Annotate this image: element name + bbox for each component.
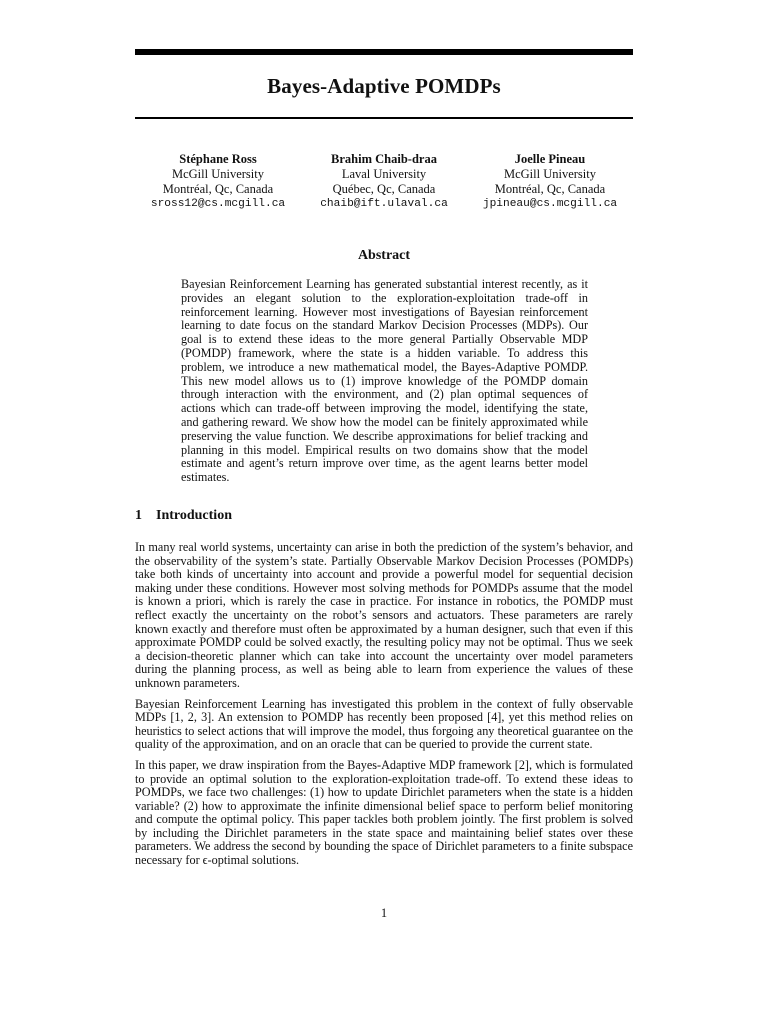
- body-text: [135, 541, 633, 875]
- author-location: Montréal, Qc, Canada: [494, 182, 606, 196]
- author-affiliation: McGill University: [171, 167, 264, 181]
- author-3: [467, 152, 633, 212]
- paragraph: In this paper, we draw inspiration from the Bayes-Adaptive MDP framework [2], which is formulated to provide an optimal solution to the exploration-exploitation trade-off. To extend these ideas to POMDPs, we face two challenges: (1) how to update Dirichlet parameters when the state is a hidden variable? (2) how to approximate the infinite dimensional belief space to perform belief monitoring and compute the optimal policy. This paper tackles both problem jointly. The first problem is solved by including the Dirichlet parameters in the state space and maintaining belief states over these parameters. We address the second by bounding the space of Dirichlet parameters to a finite subspace necessary for ϵ-optimal solutions.: [135, 757, 633, 868]
- top-rule: [135, 49, 633, 55]
- author-name: Stéphane Ross: [179, 152, 257, 166]
- paragraph: Bayesian Reinforcement Learning has investigated this problem in the context of fully observable MDPs [1, 2, 3]. An extension to POMDP has recently been proposed [4], yet this method relies on heuristics to select actions that will improve the model, thus forgoing any theoretical guarantee on the quality of the approximation, and on an oracle that can be queried to provide the current state.: [135, 696, 633, 752]
- author-1: [135, 152, 301, 212]
- abstract-heading: Abstract: [357, 248, 411, 263]
- section-heading: [135, 508, 232, 524]
- author-email: chaib@ift.ulaval.ca: [320, 198, 448, 210]
- abstract-text: Bayesian Reinforcement Learning has generated substantial interest recently, as it provides an elegant solution to the exploration-exploitation trade-off in reinforcement learning. However most investigations of Bayesian reinforcement learning to date focus on the standard Markov Decision Processes (MDPs). Our goal is to extend these ideas to the more general Partially Observable MDP (POMDP) framework, where the state is a hidden variable. To address this problem, we introduce a new mathematical model, the Bayes-Adaptive POMDP. This new model allows us to (1) improve knowledge of the POMDP domain through interaction with the environment, and (2) plan optimal sequences of actions which can trade-off between improving the model, identifying the state, and gathering reward. We show how the model can be finitely approximated while preserving the value function. We describe approximations for belief tracking and planning in this model. Empirical results on two domains show that the model estimate and agent’s return improve over time, as the agent learns better model estimates.: [181, 277, 588, 485]
- page-number: 1: [380, 906, 388, 920]
- section-title: Introduction: [156, 508, 232, 523]
- author-affiliation: McGill University: [503, 167, 596, 181]
- title-rule: [135, 117, 633, 119]
- author-email: jpineau@cs.mcgill.ca: [482, 198, 618, 210]
- author-name: Brahim Chaib-draa: [331, 152, 437, 166]
- author-affiliation: Laval University: [341, 167, 427, 181]
- author-location: Québec, Qc, Canada: [332, 182, 436, 196]
- author-2: [301, 152, 467, 212]
- author-location: Montréal, Qc, Canada: [162, 182, 274, 196]
- author-name: Joelle Pineau: [514, 152, 586, 166]
- paper-title: Bayes-Adaptive POMDPs: [267, 74, 501, 98]
- paragraph: In many real world systems, uncertainty can arise in both the prediction of the system’s behavior, and the observability of the system’s state. Partially Observable Markov Decision Processes (POMDPs) take both kinds of uncertainty into account and provide a powerful model for sequential decision making under these conditions. However most solving methods for POMDPs assume that the model is known a priori, which is rarely the case in practice. For instance in robotics, the POMDP must reflect exactly the uncertainty on the robot’s sensors and actuators. These parameters are rarely known exactly and therefore must often be approximated by a human designer, such that even if this approximate POMDP could be solved exactly, the resulting policy may not be optimal. Thus we seek a decision-theoretic planner which can take into account the uncertainty over model parameters during the planning process, as well as being able to learn from experience the values of these unknown parameters.: [135, 540, 633, 690]
- author-block: [135, 152, 633, 212]
- section-number: 1: [135, 508, 142, 523]
- author-email: sross12@cs.mcgill.ca: [150, 198, 286, 210]
